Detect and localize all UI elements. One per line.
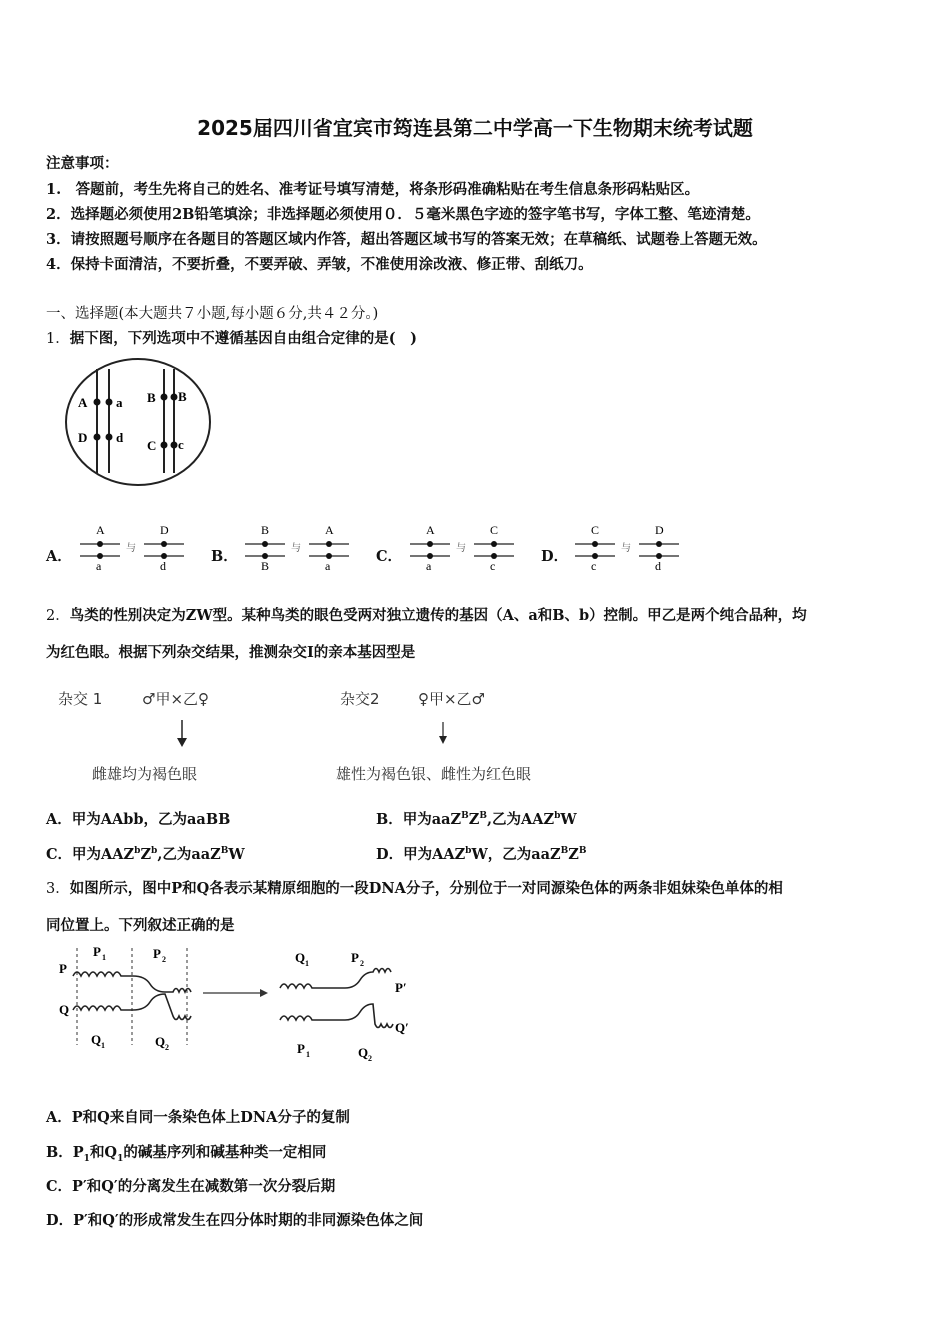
question-stem-cont: 同位置上。下列叙述正确的是 <box>46 917 235 934</box>
question-stem: 据下图，下列选项中不遵循基因自由组合定律的是( ) <box>69 330 417 347</box>
svg-text:2: 2 <box>165 1043 169 1052</box>
dna-diagram <box>55 940 425 1065</box>
question-3 <box>46 877 783 898</box>
cell-diagram <box>64 355 214 490</box>
gene-label: B <box>178 389 187 404</box>
notice-item: 2．选择题必须使用2B铅笔填涂；非选择题必须使用０．５毫米黑色字迹的签字笔书写，字体工整、笔迹清楚。 <box>46 206 760 223</box>
option-letter: B． <box>211 548 238 565</box>
gene-label: C <box>490 523 499 537</box>
question-1 <box>46 327 417 348</box>
q3-option-c: C．P′和Q′的分离发生在减数第一次分裂后期 <box>46 1178 336 1195</box>
svg-text:1: 1 <box>306 1050 310 1059</box>
question-number: 1． <box>46 331 70 347</box>
gene-label: C <box>147 438 157 453</box>
svg-text:P: P <box>297 1041 305 1056</box>
connector-label: 与 <box>126 543 136 554</box>
notice-item: 1. 答题前，考生先将自己的姓名、准考证号填写清楚，将条形码准确粘贴在考生信息条形码粘贴区。 <box>46 181 700 198</box>
q3-option-d: D．P′和Q′的形成常发生在四分体时期的非同源染色体之间 <box>46 1212 424 1229</box>
gene-label: B <box>261 523 270 537</box>
gene-pair-diagram <box>573 520 713 572</box>
gene-label: B <box>147 390 156 405</box>
gene-label: A <box>96 523 105 537</box>
notice-item: 4．保持卡面清洁，不要折叠，不要弄破、弄皱，不准使用涂改液、修正带、刮纸刀。 <box>46 256 593 273</box>
gene-label: D <box>78 430 88 445</box>
notice-heading: 注意事项： <box>46 155 119 172</box>
gene-label: a <box>325 559 331 572</box>
q1-label: Q <box>91 1032 102 1047</box>
p2-label: P <box>153 946 161 961</box>
cross2-result: 雄性为褐色银、雌性为红色眼 <box>336 765 532 783</box>
gene-pair-diagram <box>408 520 548 572</box>
svg-text:Q: Q <box>295 950 306 965</box>
q-prime-label: Q′ <box>395 1020 409 1035</box>
p-prime-label: P′ <box>395 980 407 995</box>
cross1-parents: ♂甲×乙♀ <box>142 690 210 708</box>
svg-text:2: 2 <box>162 955 166 964</box>
cross2-label: 杂交2 <box>340 690 380 708</box>
q3-option-b: B．$P_1$和$Q_1$的碱基序列和碱基种类一定相同 <box>46 1144 327 1164</box>
question-stem-cont: 为红色眼。根据下列杂交结果，推测杂交Ⅰ的亲本基因型是 <box>46 644 416 661</box>
gene-label: D <box>655 523 664 537</box>
question-stem: 如图所示，图中P和Q各表示某精原细胞的一段DNA分子，分别位于一对同源染色体的两条非姐妹染色单体的相 <box>69 880 783 897</box>
notice-item: 3．请按照题号顺序在各题目的答题区域内作答，超出答题区域书写的答案无效；在草稿纸、试题卷上答题无效。 <box>46 231 767 248</box>
question-number: 2． <box>46 608 70 624</box>
cross1-label: 杂交 1 <box>58 690 103 708</box>
svg-text:2: 2 <box>368 1054 372 1063</box>
question-2 <box>46 604 807 625</box>
svg-text:1: 1 <box>101 1041 105 1050</box>
option-letter: C． <box>376 548 403 565</box>
gene-pair-diagram <box>78 520 218 572</box>
question-stem: 鸟类的性别决定为ZW型。某种鸟类的眼色受两对独立遗传的基因（A、a和B、b）控制。甲乙是两个纯合品种，均 <box>69 607 807 624</box>
gene-label: d <box>160 559 166 572</box>
q2-option-d: D．甲为AAZ$^b$W，乙为$aaZ^BZ^B$ <box>376 846 587 863</box>
gene-label: a <box>96 559 102 572</box>
arrow-down-icon <box>176 720 188 748</box>
svg-text:1: 1 <box>305 959 309 968</box>
question-number: 3． <box>46 881 70 897</box>
svg-text:2: 2 <box>360 959 364 968</box>
connector-label: 与 <box>291 543 301 554</box>
arrow-down-icon <box>437 722 449 746</box>
cross2-parents: ♀甲×乙♂ <box>418 690 486 708</box>
svg-text:1: 1 <box>102 953 106 962</box>
connector-label: 与 <box>621 543 631 554</box>
p1-label: P <box>93 944 101 959</box>
gene-label: A <box>426 523 435 537</box>
connector-label: 与 <box>456 543 466 554</box>
q-label: Q <box>59 1002 70 1017</box>
q2-option-a: A．甲为AAbb，乙为aaBB <box>46 811 231 828</box>
svg-text:Q: Q <box>358 1045 369 1060</box>
q3-option-a: A．P和Q来自同一条染色体上DNA分子的复制 <box>46 1109 350 1126</box>
gene-label: c <box>490 559 496 572</box>
gene-label: B <box>261 559 270 572</box>
svg-text:P: P <box>351 950 359 965</box>
option-letter: D． <box>541 548 569 565</box>
gene-label: c <box>591 559 597 572</box>
gene-label: D <box>160 523 169 537</box>
gene-label: A <box>78 395 88 410</box>
option-letter: A． <box>46 548 72 565</box>
gene-label: C <box>591 523 600 537</box>
gene-pair-diagram <box>243 520 383 572</box>
gene-label: a <box>426 559 432 572</box>
p-label: P <box>59 961 67 976</box>
cross1-result: 雌雄均为褐色眼 <box>92 765 198 783</box>
gene-label: A <box>325 523 334 537</box>
q2-label: Q <box>155 1034 166 1049</box>
q2-option-b: B．甲为$aaZ^BZ^B$,乙为AAZ$^b$W <box>376 811 577 828</box>
gene-label: a <box>116 395 123 410</box>
gene-label: c <box>178 437 184 452</box>
section-heading: 一、选择题(本大题共７小题,每小题６分,共４２分。) <box>46 306 379 322</box>
q2-option-c: C．甲为$AAZ^bZ^b$,乙为aaZ$^B$W <box>46 846 245 863</box>
page-title: 2025届四川省宜宾市筠连县第二中学高一下生物期末统考试题 <box>197 116 753 140</box>
gene-label: d <box>116 430 124 445</box>
gene-label: d <box>655 559 661 572</box>
